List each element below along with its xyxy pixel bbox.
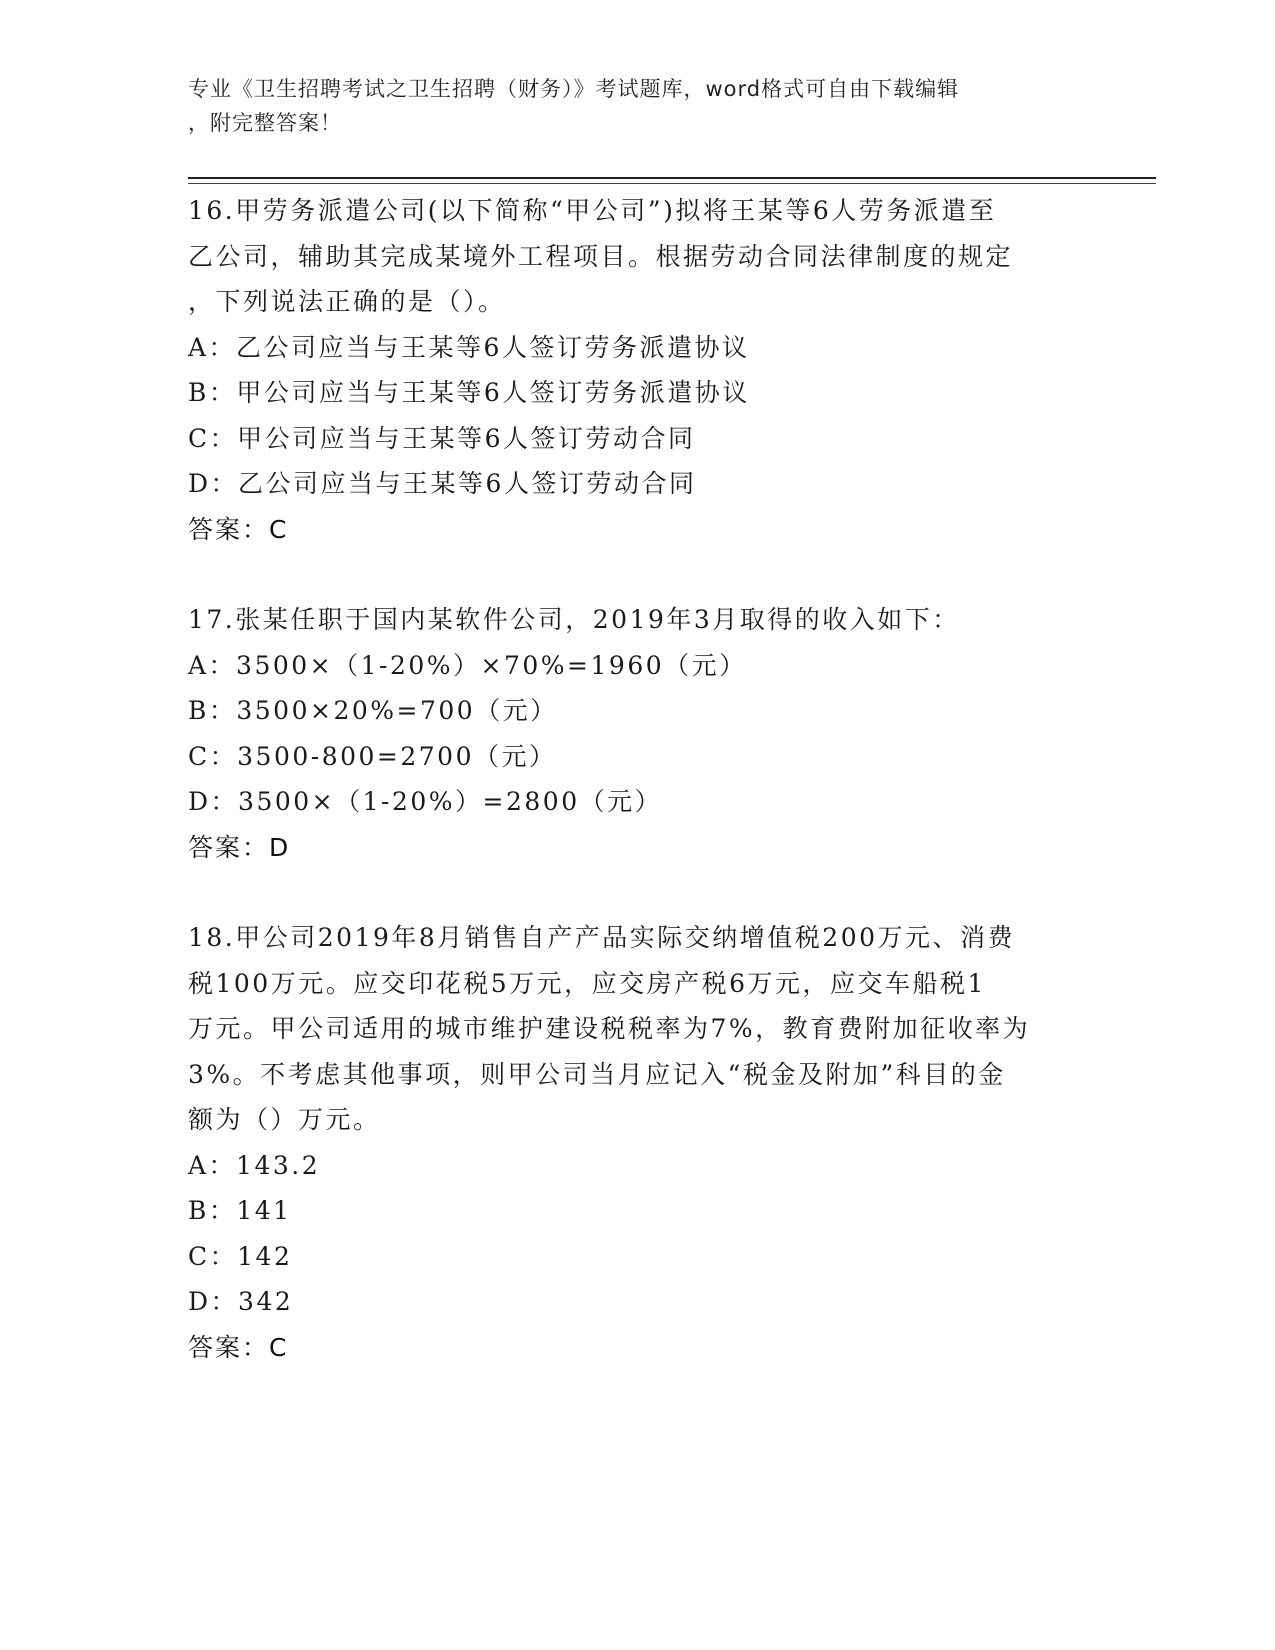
option-d: D：3500×（1-20%）=2800（元） (188, 787, 663, 816)
document-header (188, 72, 1088, 140)
option-d: D：342 (188, 1287, 294, 1316)
option-c: C：甲公司应当与王某等6人签订劳动合同 (188, 423, 696, 453)
question-spacer (188, 870, 1088, 915)
option-c: C：142 (188, 1241, 293, 1271)
question-spacer (188, 552, 1088, 597)
answer-line: 答案：D (188, 832, 291, 862)
question-list (188, 188, 1088, 1370)
question-18 (188, 915, 1088, 1370)
answer-line: 答案：C (188, 514, 289, 544)
option-d: D：乙公司应当与王某等6人签订劳动合同 (188, 469, 697, 498)
header-divider-thin (188, 183, 1156, 184)
question-stem-line: 18.甲公司2019年8月销售自产产品实际交纳增值税200万元、消费 (188, 923, 1016, 952)
question-17 (188, 597, 1088, 870)
question-stem-line: 17.张某任职于国内某软件公司，2019年3月取得的收入如下： (188, 605, 960, 634)
option-a: A：乙公司应当与王某等6人签订劳务派遣协议 (188, 332, 750, 362)
question-16 (188, 188, 1088, 552)
option-a: A：143.2 (188, 1150, 321, 1180)
option-b: B：141 (188, 1196, 292, 1225)
header-line-2: ，附完整答案！ (188, 111, 342, 135)
question-stem-line: 16.甲劳务派遣公司(以下简称“甲公司”)拟将王某等6人劳务派遣至 (188, 196, 997, 225)
header-divider-thick (188, 177, 1156, 179)
header-line-1: 专业《卫生招聘考试之卫生招聘（财务）》考试题库，word格式可自由下载编辑 (188, 77, 960, 101)
option-b: B：3500×20%=700（元） (188, 696, 558, 725)
option-b: B：甲公司应当与王某等6人签订劳务派遣协议 (188, 378, 750, 407)
option-a: A：3500×（1-20%）×70%=1960（元） (188, 650, 747, 680)
question-stem-line: 万元。甲公司适用的城市维护建设税税率为7%，教育费附加征收率为 (188, 1014, 1031, 1043)
question-stem-line: ，下列说法正确的是（）。 (188, 287, 506, 316)
question-stem-line: 税100万元。应交印花税5万元，应交房产税6万元，应交车船税1 (188, 968, 986, 998)
question-stem-line: 额为（）万元。 (188, 1105, 381, 1134)
answer-line: 答案：C (188, 1332, 289, 1362)
question-stem-line: 3%。不考虑其他事项，则甲公司当月应记入“税金及附加”科目的金 (188, 1059, 1006, 1089)
option-c: C：3500-800=2700（元） (188, 741, 557, 771)
question-stem-line: 乙公司，辅助其完成某境外工程项目。根据劳动合同法律制度的规定 (188, 241, 1014, 271)
